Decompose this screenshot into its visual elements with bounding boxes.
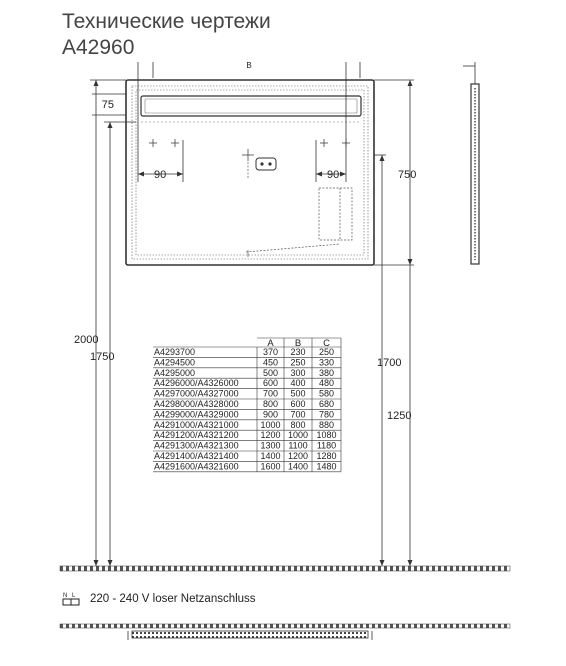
table-cell-value: 700 (262, 388, 279, 399)
table-cell-value: 600 (262, 378, 279, 389)
table-cell-value: 1200 (260, 430, 281, 441)
table-cell-value: 900 (262, 409, 279, 420)
mirror-bottom-view (132, 631, 368, 638)
crosshair-icon (149, 139, 350, 161)
table-cell-value: 500 (290, 388, 306, 399)
size-table (153, 338, 341, 472)
table-cell-value: 600 (290, 399, 306, 409)
table-cell-value: 370 (262, 347, 279, 357)
table-cell-article: A4299000/A4329000 (154, 409, 239, 420)
dimension-label-b: B (246, 61, 252, 70)
power-info (62, 591, 256, 607)
table-cell-article: A4291300/A4321300 (154, 440, 239, 451)
floor-line (60, 566, 510, 571)
table-cell-value: 580 (318, 388, 335, 399)
table-cell-value: 1200 (287, 451, 309, 461)
table-cell-value: 780 (318, 409, 335, 420)
table-cell-article: A4295000 (154, 367, 196, 378)
table-cell-article: A4291600/A4321600 (154, 461, 239, 472)
table-cell-value: 480 (318, 378, 335, 389)
table-cell-value: 700 (290, 409, 306, 420)
table-cell-value: 1000 (287, 430, 309, 441)
table-cell-value: 500 (262, 367, 279, 378)
terminal-block-icon (62, 591, 82, 607)
table-cell-value: 1400 (287, 461, 309, 472)
table-cell-article: A4291200/A4321200 (154, 430, 239, 441)
svg-text:N: N (63, 593, 68, 599)
table-cell-value: 1280 (316, 451, 337, 461)
table-cell-value: 800 (290, 419, 306, 430)
table-cell-value: 250 (318, 347, 335, 357)
table-cell-article: A4297000/A4327000 (154, 388, 239, 399)
table-cell-value: 1600 (260, 461, 281, 472)
dimension-1250: 1250 (387, 410, 412, 422)
table-cell-value: 680 (318, 399, 335, 409)
table-cell-article: A4294500 (154, 357, 196, 368)
page-title: Технические чертежи (62, 10, 271, 33)
table-cell-value: 1180 (316, 440, 337, 451)
table-cell-value: 450 (262, 357, 279, 368)
dimension-2000: 2000 (74, 334, 99, 346)
floor-line-bottom (60, 624, 510, 628)
table-cell-value: 1480 (316, 461, 337, 472)
dimension-90-left: 90 (154, 169, 167, 181)
dimension-90-right: 90 (327, 169, 340, 181)
table-cell-value: 1000 (260, 419, 281, 430)
table-header: A (267, 338, 274, 349)
socket-icon (256, 158, 276, 170)
table-cell-value: 1400 (260, 451, 281, 461)
dimension-1750: 1750 (90, 351, 115, 363)
table-cell-value: 800 (262, 399, 279, 409)
table-cell-value: 400 (290, 378, 306, 389)
table-cell-article: A4291000/A4321000 (154, 419, 239, 430)
model-number: A42960 (62, 36, 135, 59)
svg-text:L: L (72, 593, 76, 599)
mirror-side-view (463, 62, 479, 264)
table-cell-value: 230 (290, 347, 306, 357)
dimension-750: 750 (398, 169, 417, 181)
table-header: C (323, 338, 330, 349)
table-cell-article: A4293700 (154, 347, 196, 357)
table-cell-value: 1080 (316, 430, 337, 441)
table-cell-value: 1100 (288, 440, 308, 451)
table-cell-article: A4291400/A4321400 (154, 451, 239, 461)
table-cell-article: A4298000/A4328000 (154, 399, 239, 409)
table-cell-value: 1300 (260, 440, 281, 451)
table-header: B (294, 338, 302, 349)
table-cell-article: A4296000/A4326000 (154, 378, 239, 389)
power-text: 220 - 240 V loser Netzanschluss (90, 593, 256, 605)
dimension-1700: 1700 (377, 357, 402, 369)
table-cell-value: 880 (318, 419, 335, 430)
table-cell-value: 380 (318, 367, 335, 378)
table-cell-value: 330 (318, 357, 335, 368)
table-cell-value: 250 (290, 357, 306, 368)
dimension-75: 75 (101, 99, 114, 111)
table-cell-value: 300 (290, 367, 306, 378)
